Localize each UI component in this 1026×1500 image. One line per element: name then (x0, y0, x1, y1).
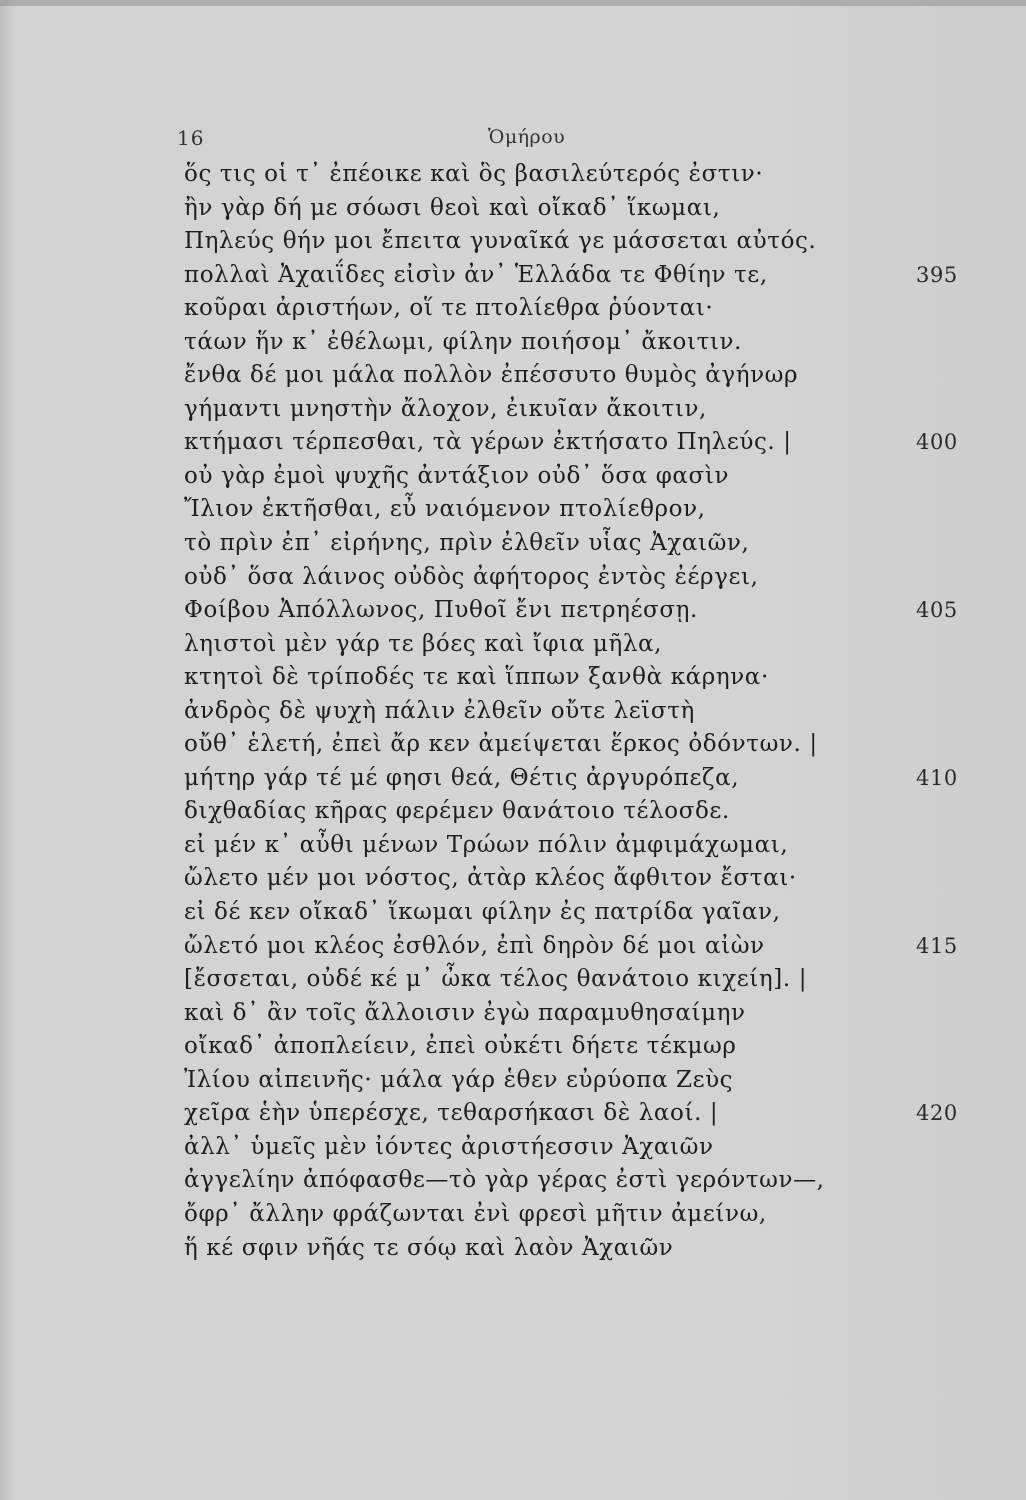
verse-line (184, 225, 1004, 259)
verse-text: τὸ πρὶν ἐπ᾽ εἰρήνης, πρὶν ἐλθεῖν υἷας Ἀχαιῶν, (184, 530, 750, 557)
verse-line (184, 192, 1004, 226)
verse-line (184, 292, 1004, 326)
verse-text: Ἰλίου αἰπεινῆς· μάλα γάρ ἑθεν εὐρύοπα Ζεὺς (184, 1066, 734, 1093)
verse-line (184, 561, 1004, 595)
verse-line (184, 527, 1004, 561)
verse-text: ἥ κέ σφιν νῆάς τε σόῳ καὶ λαὸν Ἀχαιῶν (184, 1234, 674, 1261)
verse-line (184, 661, 1004, 695)
verse-text: κτητοὶ δὲ τρίποδές τε καὶ ἵππων ξανθὰ κάρηνα· (184, 664, 769, 691)
verse-text: κοῦραι ἀριστήων, οἵ τε πτολίεθρα ῥύονται· (184, 295, 714, 322)
verse-line (184, 158, 1004, 192)
verse-text: οἴκαδ᾽ ἀποπλείειν, ἐπεὶ οὐκέτι δήετε τέκμωρ (184, 1033, 737, 1060)
verse-line (184, 963, 1004, 997)
verse-line (184, 493, 1004, 527)
verse-text: μήτηρ γάρ τέ μέ φησι θεά, Θέτις ἀργυρόπεζα, (184, 764, 740, 791)
verse-line (184, 829, 1004, 863)
verse-text: [ἔσσεται, οὐδέ κέ μ᾽ ὦκα τέλος θανάτοιο κιχείη]. | (184, 966, 808, 993)
line-number: 420 (916, 1101, 958, 1126)
verse-line (184, 997, 1004, 1031)
verse-line (184, 930, 1004, 964)
running-head (0, 126, 1026, 156)
line-number: 415 (916, 933, 958, 958)
verse-line (184, 594, 1004, 628)
verse-line (184, 762, 1004, 796)
page-number: 16 (177, 126, 205, 150)
line-number: 400 (916, 430, 958, 455)
verse-line (184, 695, 1004, 729)
verse-text: οὐδ᾽ ὅσα λάινος οὐδὸς ἀφήτορος ἐντὸς ἐέργει, (184, 563, 759, 590)
verse-text: ὤλετο μέν μοι νόστος, ἀτὰρ κλέος ἄφθιτον ἔσται· (184, 865, 797, 892)
verse-text: ὄφρ᾽ ἄλλην φράζωνται ἐνὶ φρεσὶ μῆτιν ἀμείνω, (184, 1200, 767, 1227)
verse-line (184, 426, 1004, 460)
verse-text: οὔθ᾽ ἑλετή, ἐπεὶ ἄρ κεν ἀμείψεται ἕρκος ὀδόντων. | (184, 731, 818, 758)
verse-text: γήμαντι μνηστὴν ἄλοχον, ἐικυῖαν ἄκοιτιν, (184, 395, 707, 422)
verse-line (184, 393, 1004, 427)
verse-line (184, 862, 1004, 896)
verse-text: διχθαδίας κῆρας φερέμεν θανάτοιο τέλοσδε. (184, 798, 730, 825)
verse-line (184, 1097, 1004, 1131)
verse-text: ἢν γὰρ δή με σόωσι θεοὶ καὶ οἴκαδ᾽ ἵκωμαι, (184, 194, 721, 221)
verse-text: ληιστοὶ μὲν γάρ τε βόες καὶ ἴφια μῆλα, (184, 630, 663, 657)
verse-text: χεῖρα ἑὴν ὑπερέσχε, τεθαρσήκασι δὲ λαοί. | (184, 1100, 719, 1127)
verse-text: εἰ δέ κεν οἴκαδ᾽ ἵκωμαι φίλην ἐς πατρίδα γαῖαν, (184, 899, 781, 926)
verse-text: εἰ μέν κ᾽ αὖθι μένων Τρώων πόλιν ἀμφιμάχωμαι, (184, 831, 789, 858)
verse-text: Ἴλιον ἐκτῆσθαι, εὖ ναιόμενον πτολίεθρον, (184, 496, 706, 523)
verse-line (184, 1131, 1004, 1165)
line-number: 410 (916, 765, 958, 790)
verse-text: Πηλεύς θήν μοι ἔπειτα γυναῖκά γε μάσσεται αὐτός. (184, 228, 817, 255)
verse-line (184, 326, 1004, 360)
verse-text: ἀλλ᾽ ὑμεῖς μὲν ἰόντες ἀριστήεσσιν Ἀχαιῶν (184, 1133, 714, 1160)
verse-line (184, 460, 1004, 494)
verse-line (184, 259, 1004, 293)
verse-line (184, 1198, 1004, 1232)
verse-text: ἔνθα δέ μοι μάλα πολλὸν ἐπέσσυτο θυμὸς ἀγήνωρ (184, 362, 799, 389)
verse-text: Φοίβου Ἀπόλλωνος, Πυθοῖ ἔνι πετρηέσσῃ. (184, 597, 698, 624)
line-number: 395 (916, 262, 958, 287)
running-title: Ὁμήρου (488, 126, 566, 148)
verse-line (184, 795, 1004, 829)
verse-text: ἀνδρὸς δὲ ψυχὴ πάλιν ἐλθεῖν οὔτε λεϊστὴ (184, 697, 695, 724)
verse-line (184, 1030, 1004, 1064)
verse-list (184, 158, 1004, 1265)
verse-text: κτήμασι τέρπεσθαι, τὰ γέρων ἐκτήσατο Πηλεύς. | (184, 429, 792, 456)
verse-text: καὶ δ᾽ ἂν τοῖς ἄλλοισιν ἐγὼ παραμυθησαίμην (184, 999, 746, 1026)
verse-text: ὤλετό μοι κλέος ἐσθλόν, ἐπὶ δηρὸν δέ μοι αἰὼν (184, 932, 765, 959)
page-top-edge (0, 0, 1026, 6)
verse-text: ἀγγελίην ἀπόφασθε—τὸ γὰρ γέρας ἐστὶ γερόντων—, (184, 1167, 825, 1194)
verse-text: πολλαὶ Ἀχαιΐδες εἰσὶν ἀν᾽ Ἑλλάδα τε Φθίην τε, (184, 261, 768, 288)
verse-text: οὐ γὰρ ἐμοὶ ψυχῆς ἀντάξιον οὐδ᾽ ὅσα φασὶν (184, 462, 730, 489)
verse-text: τάων ἥν κ᾽ ἐθέλωμι, φίλην ποιήσομ᾽ ἄκοιτιν. (184, 328, 743, 355)
verse-line (184, 628, 1004, 662)
line-number: 405 (916, 598, 958, 623)
verse-line (184, 1232, 1004, 1266)
verse-line (184, 359, 1004, 393)
verse-line (184, 728, 1004, 762)
verse-line (184, 896, 1004, 930)
verse-text: ὅς τις οἱ τ᾽ ἐπέοικε καὶ ὃς βασιλεύτερός ἐστιν· (184, 161, 764, 187)
verse-line (184, 1064, 1004, 1098)
verse-line (184, 1164, 1004, 1198)
